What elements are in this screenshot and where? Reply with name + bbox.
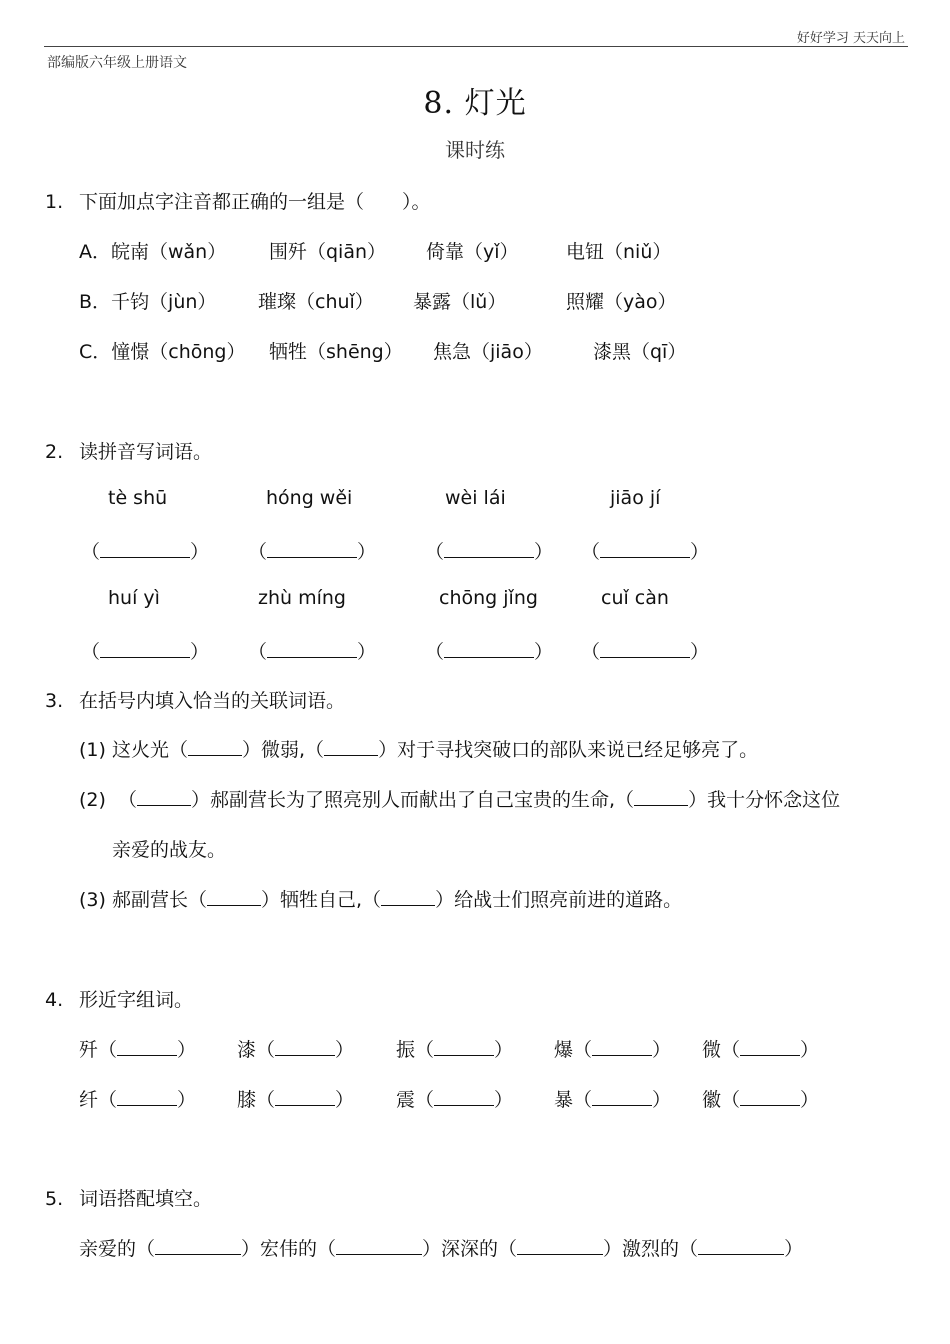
q1-option-c-3: 焦急（jiāo） [433, 341, 543, 363]
header-course: 部编版六年级上册语文 [47, 55, 187, 71]
q3-s2-continuation: 亲爱的战友。 [112, 839, 227, 861]
q2-answer-7[interactable]: （ ） [425, 641, 554, 663]
q1-option-b-2: 璀璨（chuǐ） [258, 291, 374, 313]
page-subtitle: 课时练 [445, 138, 505, 162]
q2-pinyin-4: jiāo jí [610, 487, 661, 509]
q2-answer-8[interactable]: （ ） [581, 641, 710, 663]
q3-s3-number: (3) [79, 889, 106, 911]
q3-number: 3. [45, 690, 64, 712]
q4-item-3[interactable]: 振（ ） [396, 1039, 514, 1061]
q2-answer-4[interactable]: （ ） [581, 541, 710, 563]
q3-s2-blank-1[interactable] [137, 787, 191, 806]
q2-pinyin-6: zhù míng [258, 587, 346, 609]
q3-s2-blank-2[interactable] [634, 787, 688, 806]
q2-number: 2. [45, 441, 64, 463]
page-title: 8. 灯光 [423, 86, 527, 121]
q2-answer-2[interactable]: （ ） [248, 541, 377, 563]
q5-blank-1[interactable] [155, 1236, 241, 1255]
q1-option-b-1: B．千钧（jùn） [79, 291, 217, 313]
q2-prompt: 读拼音写词语。 [79, 441, 213, 463]
q4-number: 4. [45, 989, 64, 1011]
q4-item-9[interactable]: 暴（ ） [554, 1089, 672, 1111]
q5-blank-3[interactable] [517, 1236, 603, 1255]
q4-prompt: 形近字组词。 [79, 989, 194, 1011]
q2-answer-3[interactable]: （ ） [425, 541, 554, 563]
q5-blank-4[interactable] [698, 1236, 784, 1255]
q5-number: 5. [45, 1188, 64, 1210]
q4-item-10[interactable]: 徽（ ） [702, 1089, 820, 1111]
q1-option-b-3: 暴露（lǔ） [413, 291, 507, 313]
q2-pinyin-2: hóng wěi [266, 487, 353, 509]
q2-pinyin-7: chōng jǐng [439, 587, 538, 609]
q2-pinyin-3: wèi lái [445, 487, 506, 509]
q3-s1-blank-2[interactable] [324, 737, 378, 756]
q1-prompt: 下面加点字注音都正确的一组是（ ）。 [79, 191, 431, 213]
q4-item-6[interactable]: 纤（ ） [79, 1089, 197, 1111]
q5-prompt: 词语搭配填空。 [79, 1188, 213, 1210]
q4-item-2[interactable]: 漆（ ） [237, 1039, 355, 1061]
q2-pinyin-1: tè shū [108, 487, 168, 509]
q1-option-c-1: C．憧憬（chōng） [79, 341, 246, 363]
q1-option-c-4: 漆黑（qī） [593, 341, 687, 363]
q1-option-a-3: 倚靠（yǐ） [426, 241, 519, 263]
q1-option-a-4: 电钮（niǔ） [566, 241, 672, 263]
header-divider [44, 46, 908, 47]
q4-item-8[interactable]: 震（ ） [396, 1089, 514, 1111]
q4-item-5[interactable]: 微（ ） [702, 1039, 820, 1061]
header-motto: 好好学习 天天向上 [796, 31, 905, 46]
q3-s2-number: (2) [79, 789, 106, 811]
q2-pinyin-8: cuǐ càn [601, 587, 669, 609]
q1-number: 1. [45, 191, 64, 213]
q4-item-7[interactable]: 膝（ ） [237, 1089, 355, 1111]
q3-s3-blank-1[interactable] [207, 887, 261, 906]
q2-answer-1[interactable]: （ ） [81, 541, 210, 563]
q2-answer-6[interactable]: （ ） [248, 641, 377, 663]
q3-s3-blank-2[interactable] [381, 887, 435, 906]
q5-blank-2[interactable] [336, 1236, 422, 1255]
q5-collocation-line: 亲爱的（ ）宏伟的（ ）深深的（ ）激烈的（ ） [79, 1238, 804, 1260]
q3-s1-text: 这火光（ ）微弱,（ ）对于寻找突破口的部队来说已经足够亮了。 [112, 739, 759, 761]
q2-pinyin-5: huí yì [108, 587, 160, 609]
q4-item-4[interactable]: 爆（ ） [554, 1039, 672, 1061]
q4-item-1[interactable]: 歼（ ） [79, 1039, 197, 1061]
q3-s2-text: （ ）郝副营长为了照亮别人而献出了自己宝贵的生命,（ ）我十分怀念这位 [118, 789, 841, 811]
q2-answer-5[interactable]: （ ） [81, 641, 210, 663]
q1-option-a-1: A．皖南（wǎn） [79, 241, 227, 263]
q3-prompt: 在括号内填入恰当的关联词语。 [79, 690, 346, 712]
q1-option-a-2: 围歼（qiān） [269, 241, 387, 263]
q3-s3-text: 郝副营长（ ）牺牲自己,（ ）给战士们照亮前进的道路。 [112, 889, 683, 911]
q1-option-b-4: 照耀（yào） [566, 291, 677, 313]
q3-s1-number: (1) [79, 739, 106, 761]
q1-option-c-2: 牺牲（shēng） [269, 341, 403, 363]
q3-s1-blank-1[interactable] [188, 737, 242, 756]
